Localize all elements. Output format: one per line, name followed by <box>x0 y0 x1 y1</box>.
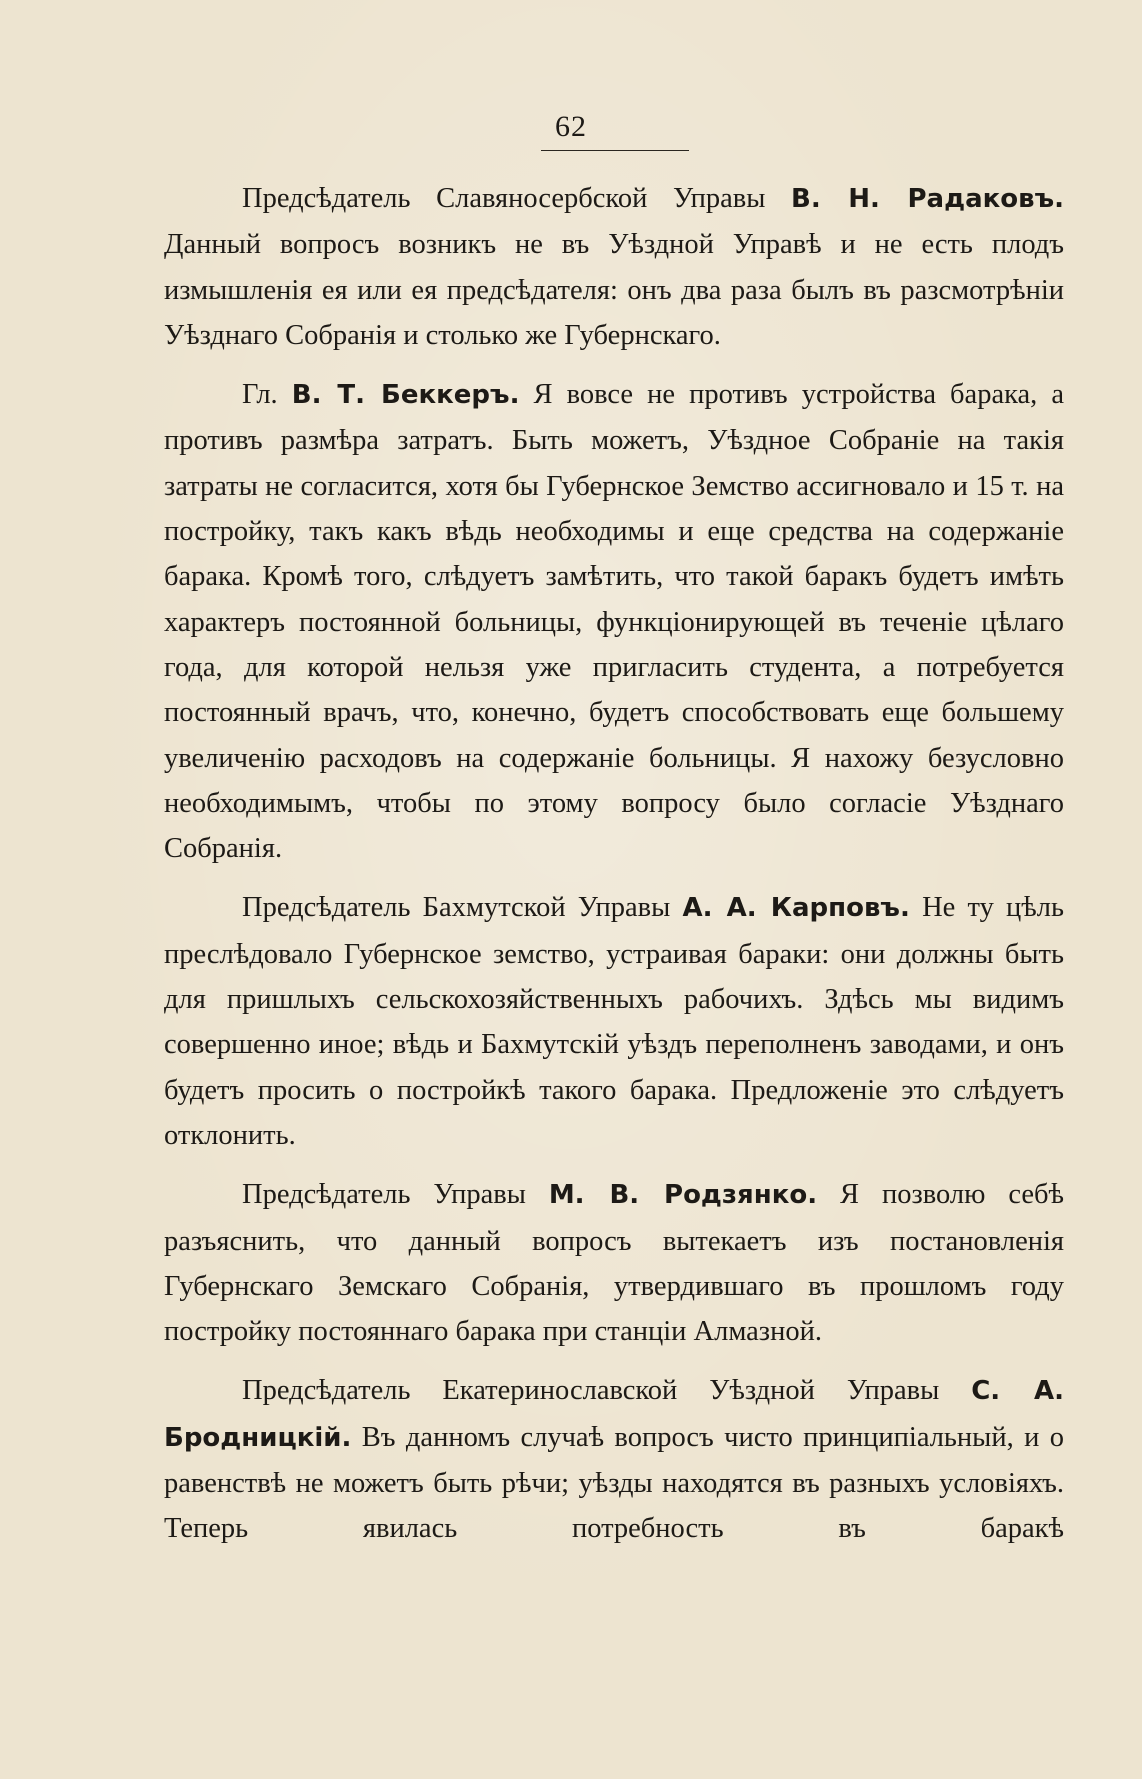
speech-text: Въ данномъ случаѣ вопросъ чисто принципіальный, и о равенствѣ не можетъ быть рѣчи; уѣзды находятся въ разныхъ условіяхъ. Теперь явилась потребность въ баракѣ <box>164 1421 1064 1545</box>
speaker-title: Предсѣдатель Бахмутской Управы <box>242 892 671 924</box>
paragraph-radakov <box>164 176 1064 358</box>
header-rule <box>541 150 689 151</box>
speech-text: Не ту цѣль преслѣдовало Губернское земство, устраивая бараки: они должны быть для пришлыхъ сельскохозяйственныхъ рабочихъ. Здѣсь мы видимъ совершенно иное; вѣдь и Бахмутскій уѣздъ переполненъ заводами, и онъ будетъ просить о постройкѣ такого барака. Предложеніе это слѣдуетъ отклонить. <box>164 892 1064 1151</box>
speech-text: Я позволю себѣ разъяснить, что данный вопросъ вытекаетъ изъ постановленія Губернскаго Земскаго Собранія, утвердившаго въ прошломъ году постройку постояннаго барака при станціи Алмазной. <box>164 1179 1064 1348</box>
body-text <box>164 176 1064 1566</box>
speaker-name: В. Н. Радаковъ. <box>791 184 1064 214</box>
paragraph-karpov <box>164 885 1064 1158</box>
speaker-name: А. А. Карповъ. <box>682 893 910 924</box>
speaker-name: В. Т. Беккеръ. <box>291 380 520 411</box>
speaker-title: Предсѣдатель Славяносербской Управы <box>242 183 766 214</box>
speaker-title: Предсѣдатель Управы <box>242 1179 526 1211</box>
speech-text: Я вовсе не противъ устройства барака, а противъ размѣра затратъ. Быть можетъ, Уѣздное Собраніе на такія затраты не согласится, хотя бы Губернское Земство ассигновало и 15 т. на постройку, такъ какъ вѣдь необходимы и еще средства на содержаніе барака. Кромѣ того, слѣдуетъ замѣтить, что такой баракъ будетъ имѣть характеръ постоянной больницы, функціонирующей въ теченіе цѣлаго года, для которой нельзя уже пригласить студента, а потребуется постоянный врачъ, что, конечно, будетъ способствовать еще большему увеличенію расходовъ на содержаніе больницы. Я нахожу безусловно необходимымъ, чтобы по этому вопросу было согласіе Уѣзднаго Собранія. <box>164 379 1064 865</box>
speaker-name: М. В. Родзянко. <box>548 1180 818 1211</box>
speaker-name: С. А. Бродницкій. <box>164 1376 1064 1453</box>
speaker-title: Гл. <box>242 379 278 411</box>
paragraph-rodzyanko <box>164 1172 1064 1354</box>
speech-text: Данный вопросъ возникъ не въ Уѣздной Управѣ и не есть плодъ измышленія ея или ея предсѣдателя: онъ два раза былъ въ разсмотрѣніи Уѣзднаго Собранія и столько же Губернскаго. <box>164 229 1064 351</box>
paragraph-brodnitsky <box>164 1368 1064 1551</box>
paragraph-bekker <box>164 372 1064 871</box>
page-number: 62 <box>555 110 587 143</box>
speaker-title: Предсѣдатель Екатеринославской Уѣздной Управы <box>242 1375 940 1407</box>
